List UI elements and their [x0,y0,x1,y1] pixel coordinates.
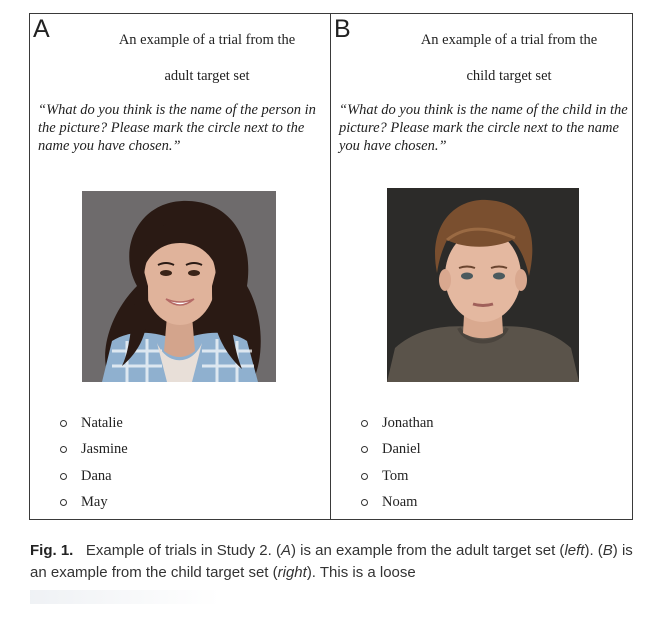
panel-letter-a: A [33,15,50,43]
figure-caption [30,540,640,584]
caption-text-4: ) is an example from the child target set ( [30,542,633,581]
option-may[interactable] [60,490,128,517]
option-tom[interactable] [361,463,434,490]
option-label: Noam [382,494,418,511]
radio-circle-icon[interactable] [60,473,67,480]
panel-letter-b: B [334,15,351,43]
panel-a-heading-line1: An example of a trial from the [118,32,296,48]
radio-circle-icon[interactable] [60,446,67,453]
panel-b-heading-line2: child target set [466,68,552,84]
panel-a [30,14,331,519]
figure-panels [29,13,633,520]
panel-a-heading-line2: adult target set [164,68,250,84]
panel-b-heading [393,22,625,94]
panel-a-options [60,410,128,516]
panel-a-instructions: “What do you think is the name of the person in the picture? Please mark the circle next to the name you have chosen.” [38,102,316,154]
caption-text-1: Example of trials in Study 2. ( [85,542,281,559]
caption-right: right [277,564,307,581]
option-label: Tom [382,467,409,484]
radio-circle-icon[interactable] [60,420,67,427]
option-label: Jonathan [382,414,434,431]
caption-ref-b: B [602,542,613,559]
caption-text-5: ). This is a loose [306,564,416,581]
truncated-text-fade [30,590,220,604]
option-label: Jasmine [81,441,128,458]
caption-ref-a: A [280,542,291,559]
panel-a-heading [92,22,322,94]
woman-photo [82,191,276,382]
caption-left: left [564,542,585,559]
radio-circle-icon[interactable] [361,499,368,506]
option-label: May [81,494,108,511]
radio-circle-icon[interactable] [361,446,368,453]
radio-circle-icon[interactable] [361,473,368,480]
panel-b [331,14,632,519]
option-jonathan[interactable] [361,410,434,437]
option-jasmine[interactable] [60,437,128,464]
caption-text-2: ) is an example from the adult target set ( [290,542,565,559]
option-label: Daniel [382,441,421,458]
panel-b-instructions: “What do you think is the name of the child in the picture? Please mark the circle next to the name you have chosen.” [339,102,628,154]
option-natalie[interactable] [60,410,128,437]
option-dana[interactable] [60,463,128,490]
radio-circle-icon[interactable] [60,499,67,506]
boy-photo-illustration [387,188,579,382]
caption-text-3: ). ( [584,542,603,559]
woman-photo-illustration [82,191,276,382]
option-label: Natalie [81,414,123,431]
option-label: Dana [81,467,112,484]
panel-b-options [361,410,434,516]
option-daniel[interactable] [361,437,434,464]
option-noam[interactable] [361,490,434,517]
panel-b-heading-line1: An example of a trial from the [420,32,598,48]
caption-label: Fig. 1. [30,542,74,559]
radio-circle-icon[interactable] [361,420,368,427]
boy-photo [387,188,579,382]
